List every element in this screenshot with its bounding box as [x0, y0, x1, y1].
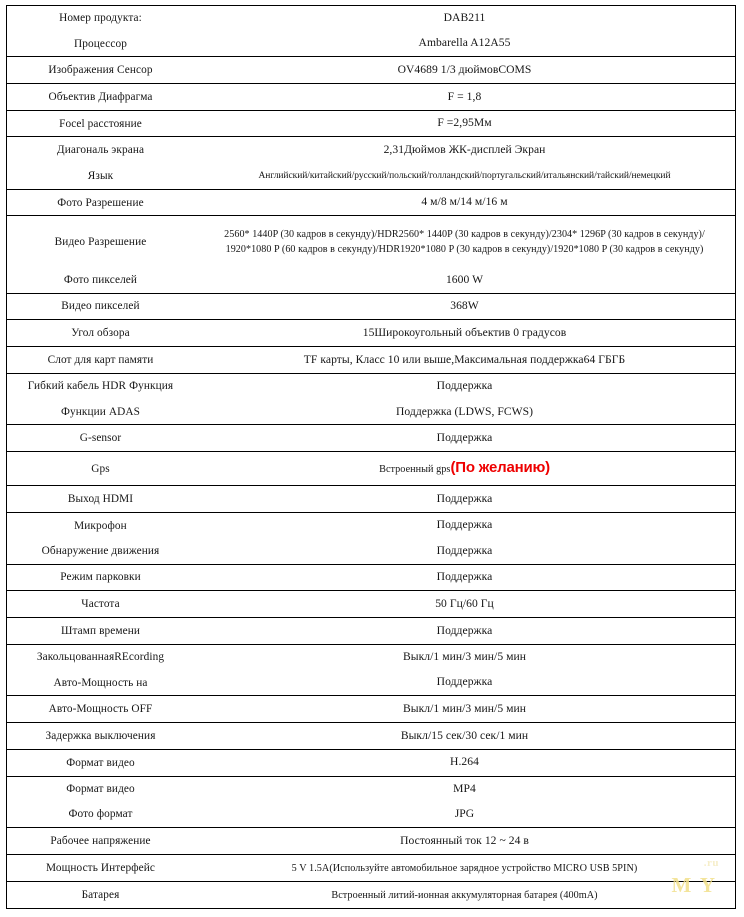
spec-label: Фото формат — [7, 802, 194, 828]
spec-value — [194, 189, 735, 216]
spec-row — [7, 216, 735, 267]
spec-value-text: Поддержка — [436, 543, 493, 557]
spec-value — [194, 373, 735, 399]
spec-value-text: Поддержка — [436, 675, 493, 689]
spec-value-text: Встроенный gps — [379, 464, 451, 476]
spec-label: Задержка выключения — [7, 723, 194, 750]
spec-row — [7, 828, 735, 855]
spec-value-text: 2,31Дюймов ЖК-дисплей Экран — [383, 142, 546, 156]
spec-value — [194, 512, 735, 538]
spec-label: Формат видео — [7, 749, 194, 776]
spec-value-text: F = 1,8 — [447, 89, 482, 103]
spec-row — [7, 399, 735, 425]
spec-value-text: Поддержка — [436, 570, 493, 584]
spec-value — [194, 320, 735, 347]
spec-value — [194, 670, 735, 696]
spec-value — [194, 216, 735, 267]
spec-value-text: Выкл/15 сек/30 сек/1 мин — [400, 728, 529, 742]
spec-row — [7, 84, 735, 111]
spec-value — [194, 723, 735, 750]
spec-value-text: H.264 — [450, 755, 479, 769]
spec-row — [7, 486, 735, 513]
spec-label: Частота — [7, 591, 194, 618]
spec-label: Видео Разрешение — [54, 235, 147, 248]
spec-value — [194, 749, 735, 776]
spec-value-text: 1600 W — [445, 272, 484, 286]
specification-table — [7, 6, 735, 908]
spec-label: Угол обзора — [7, 320, 194, 347]
spec-value — [194, 399, 735, 425]
spec-row — [7, 137, 735, 163]
spec-label: Штамп времени — [7, 618, 194, 645]
specification-table-body — [7, 6, 735, 908]
spec-value-text: F =2,95Мм — [437, 116, 492, 130]
spec-value-text: Выкл/1 мин/3 мин/5 мин — [402, 650, 527, 664]
watermark-text: M Y — [671, 873, 717, 897]
spec-value — [194, 802, 735, 828]
spec-value-text: Выкл/1 мин/3 мин/5 мин — [402, 702, 527, 715]
spec-label: Функции ADAS — [7, 399, 194, 425]
spec-row — [7, 6, 735, 31]
spec-value — [194, 644, 735, 670]
spec-value-text: TF карты, Класс 10 или выше,Максимальная поддержка64 ГБГБ — [303, 352, 626, 366]
spec-row — [7, 189, 735, 216]
spec-value-text: Встроенный литий-ионная аккумуляторная батарея (400mA) — [331, 889, 598, 901]
spec-value — [194, 110, 735, 137]
spec-label: Видео пикселей — [7, 293, 194, 320]
spec-value — [194, 31, 735, 57]
spec-value-text: 50 Гц/60 Гц — [435, 596, 494, 610]
spec-label: Номер продукта: — [59, 12, 142, 25]
spec-label: Диагональ экрана — [56, 144, 145, 157]
specification-sheet — [6, 5, 736, 909]
spec-row — [7, 538, 735, 564]
spec-value — [194, 591, 735, 618]
spec-label: Микрофон — [74, 519, 127, 532]
spec-row — [7, 670, 735, 696]
spec-row — [7, 163, 735, 190]
spec-value-text: Ambarella A12A55 — [418, 36, 511, 50]
spec-row — [7, 564, 735, 591]
spec-value — [194, 425, 735, 452]
spec-value-text: Поддержка — [436, 623, 493, 637]
spec-value-text: Поддержка — [436, 379, 493, 393]
spec-value-text: OV4689 1/3 дюймовCOMS — [397, 62, 532, 76]
spec-value — [194, 84, 735, 111]
spec-value — [194, 163, 735, 190]
spec-row — [7, 293, 735, 320]
spec-value — [194, 618, 735, 645]
spec-row — [7, 320, 735, 347]
spec-value — [194, 882, 735, 908]
spec-value-text: 4 м/8 м/14 м/16 м — [421, 195, 508, 209]
spec-row — [7, 110, 735, 137]
spec-value-text: DAB211 — [443, 11, 486, 25]
spec-label: Слот для карт памяти — [7, 347, 194, 374]
spec-value — [194, 696, 735, 723]
spec-value — [194, 137, 735, 163]
spec-value — [194, 452, 735, 486]
spec-row — [7, 373, 735, 399]
spec-value-text: 2560* 1440P (30 кадров в секунду)/HDR2560* 1440P (30 кадров в секунду)/2304* 1296P (30 кадров в секунду)/ 1920*1080 P (60 кадров в секунду)/HDR1920*1080 P (30 кадров в секунду)/1920*1080 P (30 кадров в секунду) — [224, 229, 705, 255]
spec-row — [7, 696, 735, 723]
spec-value — [194, 57, 735, 84]
spec-row — [7, 31, 735, 57]
spec-label: Фото пикселей — [7, 267, 194, 293]
spec-value — [194, 538, 735, 564]
spec-value-text: 15Широкоугольный объектив 0 градусов — [362, 325, 567, 339]
spec-value — [194, 293, 735, 320]
spec-value — [194, 6, 735, 31]
spec-value-text: Поддержка — [436, 491, 493, 505]
spec-value-text: 368W — [450, 299, 479, 313]
spec-value — [194, 347, 735, 374]
spec-value — [194, 486, 735, 513]
spec-value-text: Поддержка — [436, 431, 493, 445]
spec-row — [7, 776, 735, 802]
spec-label: Рабочее напряжение — [7, 828, 194, 855]
spec-label: G-sensor — [7, 425, 194, 452]
spec-label: Обнаружение движения — [7, 538, 194, 564]
spec-label: Объектив Диафрагма — [7, 84, 194, 111]
spec-value-text: Постоянный ток 12 ~ 24 в — [400, 833, 529, 847]
spec-row — [7, 347, 735, 374]
spec-label: Авто-Мощность на — [7, 670, 194, 696]
spec-label: Язык — [7, 163, 194, 190]
spec-label: Батарея — [81, 888, 120, 901]
spec-row — [7, 749, 735, 776]
spec-value-text: 5 V 1.5A(Используйте автомобильное зарядное устройство MICRO USB 5PIN) — [291, 862, 638, 874]
spec-row — [7, 882, 735, 908]
spec-value — [194, 828, 735, 855]
spec-row — [7, 618, 735, 645]
spec-row — [7, 644, 735, 670]
spec-value-text: Поддержка (LDWS, FCWS) — [395, 404, 534, 418]
spec-value-text: Английский/китайский/русский/польский/голландский/португальский/итальянский/тайский/немецкий — [258, 171, 671, 182]
watermark-suffix: .ru — [703, 857, 719, 869]
spec-label: ЗакольцованнаяREcording — [36, 651, 165, 664]
spec-row — [7, 57, 735, 84]
spec-label: Фото Разрешение — [7, 189, 194, 216]
spec-row — [7, 425, 735, 452]
spec-label: Изображения Сенсор — [7, 57, 194, 84]
spec-label: Гибкий кабель HDR Функция — [27, 380, 174, 393]
spec-value — [194, 267, 735, 293]
spec-label: Мощность Интерфейс — [7, 854, 194, 881]
spec-row — [7, 512, 735, 538]
spec-value — [194, 854, 735, 881]
spec-value-text: Поддержка — [436, 518, 493, 532]
spec-label: Выход HDMI — [7, 486, 194, 513]
spec-label: Gps — [7, 452, 194, 486]
spec-row — [7, 591, 735, 618]
spec-row — [7, 802, 735, 828]
spec-row — [7, 854, 735, 881]
spec-row — [7, 723, 735, 750]
spec-label: Focel расстояние — [7, 110, 194, 137]
spec-value — [194, 564, 735, 591]
spec-label: Режим парковки — [7, 564, 194, 591]
optional-note: (По желанию) — [450, 459, 550, 477]
spec-label: Формат видео — [66, 783, 135, 796]
spec-label: Авто-Мощность OFF — [7, 696, 194, 723]
spec-row — [7, 452, 735, 486]
spec-row — [7, 267, 735, 293]
spec-label: Процессор — [7, 31, 194, 57]
spec-value-text: JPG — [454, 807, 475, 821]
spec-value — [194, 776, 735, 802]
spec-value-text: MP4 — [453, 781, 476, 795]
